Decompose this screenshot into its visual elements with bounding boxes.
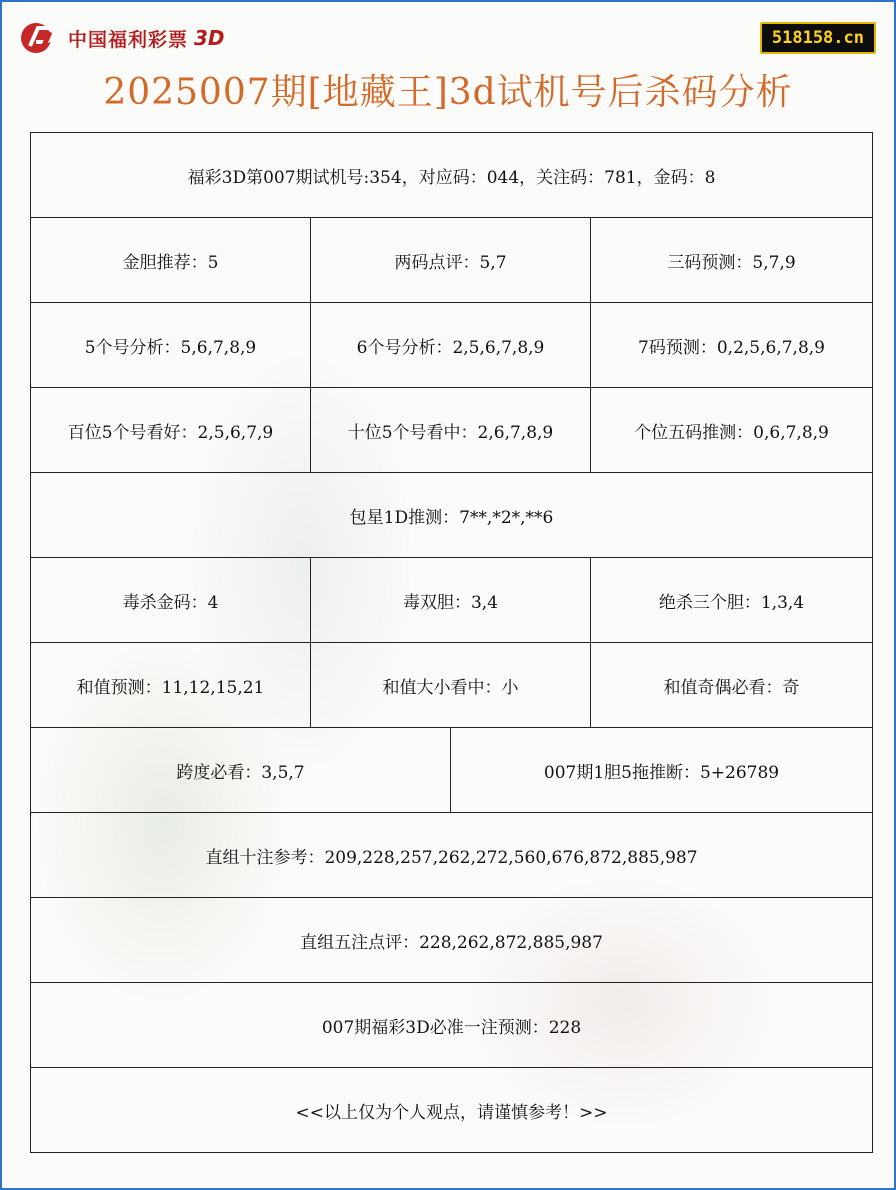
lottery-logo-icon	[20, 20, 64, 56]
sum-size-cell: 和值大小看中：小	[311, 643, 591, 728]
six-number-cell: 6个号分析：2,5,6,7,8,9	[311, 303, 591, 388]
single-pick-cell: 007期福彩3D必准一注预测：228	[31, 983, 873, 1068]
logo-3d: 3D	[194, 26, 225, 50]
kill-double-cell: 毒双胆：3,4	[311, 558, 591, 643]
page-title: 2025007期[地藏王]3d试机号后杀码分析	[103, 72, 793, 113]
table-row	[31, 133, 873, 218]
kill-gold-cell: 毒杀金码：4	[31, 558, 311, 643]
kill-three-cell: 绝杀三个胆：1,3,4	[591, 558, 873, 643]
table-row	[31, 898, 873, 983]
two-code-cell: 两码点评：5,7	[311, 218, 591, 303]
tens-cell: 十位5个号看中：2,6,7,8,9	[311, 388, 591, 473]
golden-dan-cell: 金胆推荐：5	[31, 218, 311, 303]
sum-predict-cell: 和值预测：11,12,15,21	[31, 643, 311, 728]
table-row	[31, 303, 873, 388]
direct-five-cell: 直组五注点评：228,262,872,885,987	[31, 898, 873, 983]
header	[2, 2, 894, 130]
span-cell: 跨度必看：3,5,7	[31, 728, 451, 813]
three-code-cell: 三码预测：5,7,9	[591, 218, 873, 303]
test-number-cell: 福彩3D第007期试机号:354，对应码：044，关注码：781，金码：8	[31, 133, 873, 218]
seven-code-cell: 7码预测：0,2,5,6,7,8,9	[591, 303, 873, 388]
table-row	[31, 388, 873, 473]
one-dan-five-cell: 007期1胆5拖推断：5+26789	[451, 728, 873, 813]
logo-text: 中国福利彩票	[68, 28, 189, 51]
table-row	[31, 218, 873, 303]
units-cell: 个位五码推测：0,6,7,8,9	[591, 388, 873, 473]
table-row	[31, 728, 873, 813]
table-row	[31, 643, 873, 728]
table-row	[31, 558, 873, 643]
welfare-lottery-logo	[20, 20, 225, 56]
site-badge[interactable]: 518158.cn	[760, 22, 876, 54]
baoxing-cell: 包星1D推测：7**,*2*,**6	[31, 473, 873, 558]
table-row	[31, 813, 873, 898]
table-row	[31, 983, 873, 1068]
five-number-cell: 5个号分析：5,6,7,8,9	[31, 303, 311, 388]
table-row	[31, 1068, 873, 1153]
disclaimer-cell: <<以上仅为个人观点，请谨慎参考！>>	[31, 1068, 873, 1153]
table-row	[31, 473, 873, 558]
direct-ten-cell: 直组十注参考：209,228,257,262,272,560,676,872,885,987	[31, 813, 873, 898]
analysis-table	[30, 132, 873, 1153]
sum-parity-cell: 和值奇偶必看：奇	[591, 643, 873, 728]
hundreds-cell: 百位5个号看好：2,5,6,7,9	[31, 388, 311, 473]
